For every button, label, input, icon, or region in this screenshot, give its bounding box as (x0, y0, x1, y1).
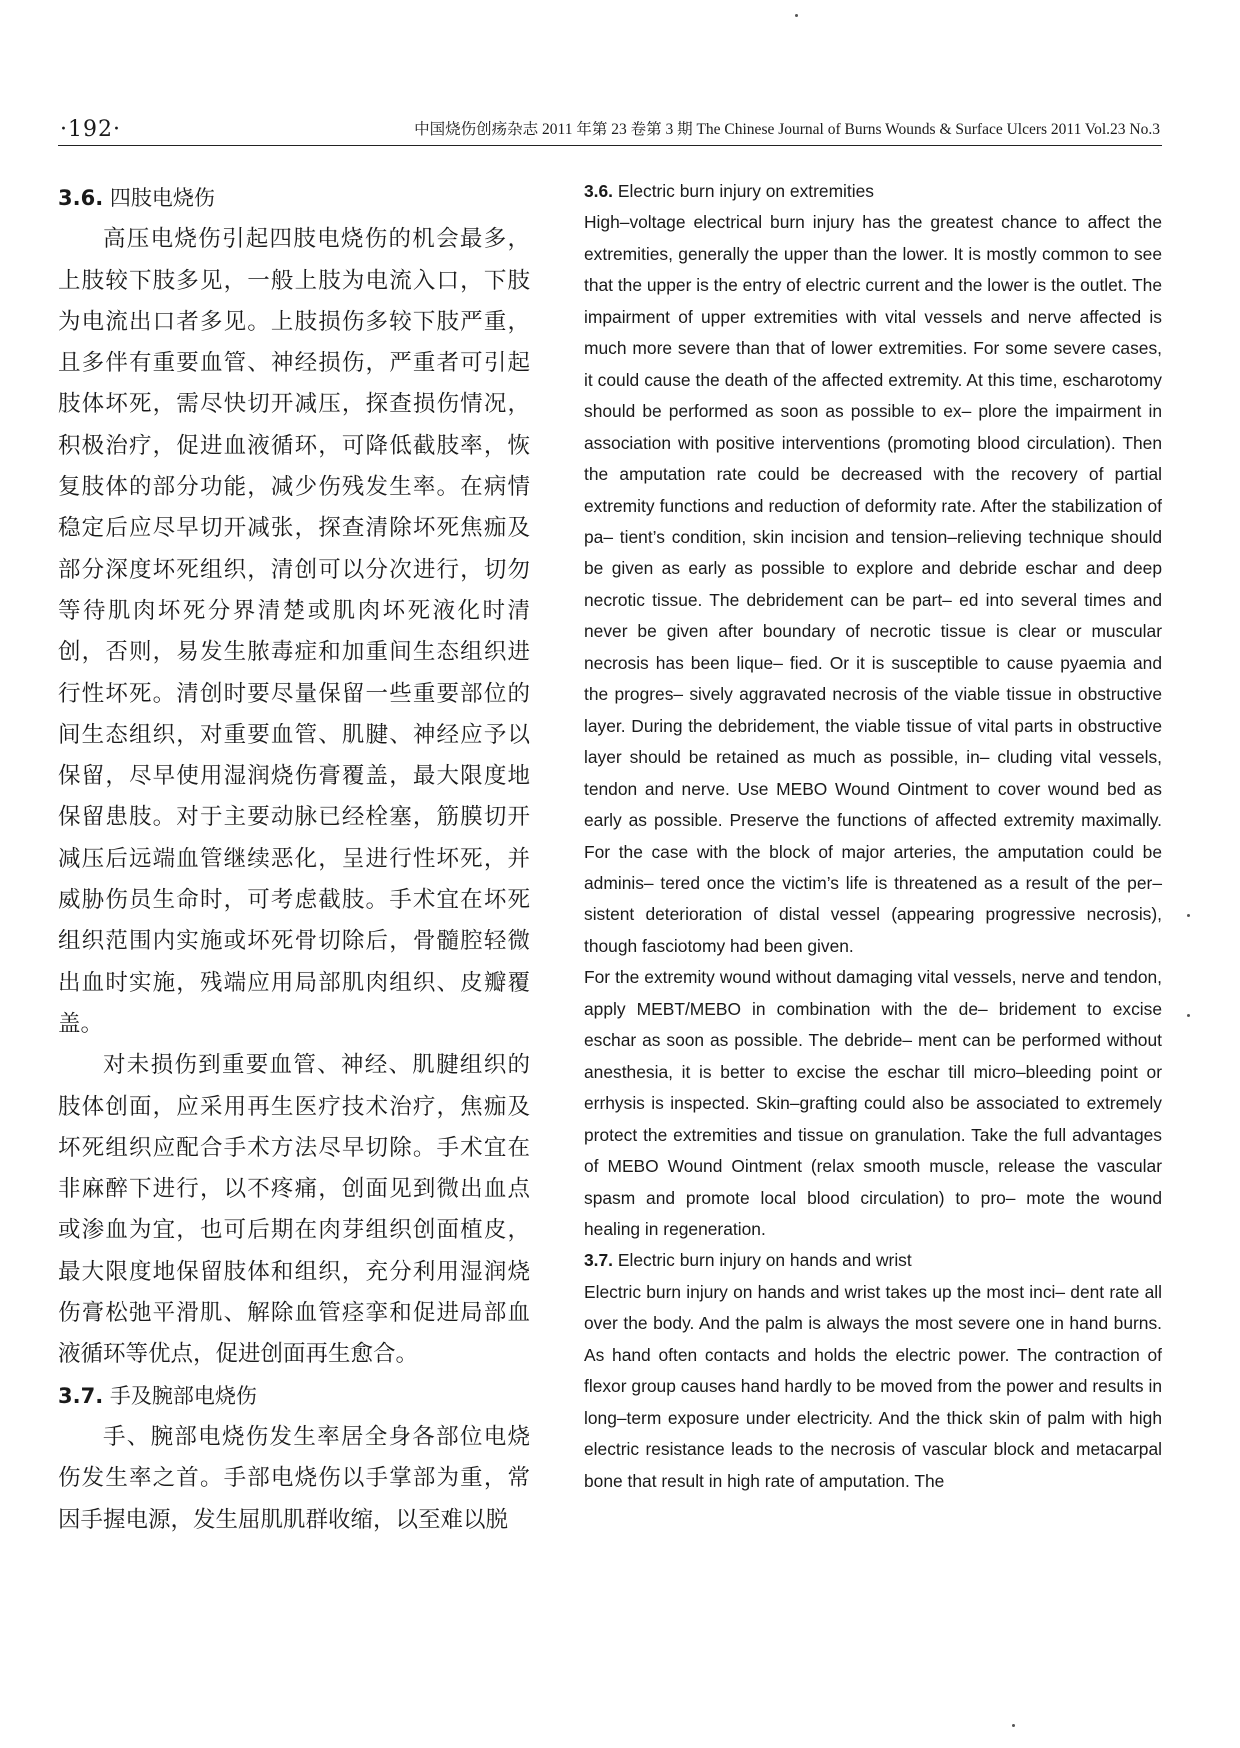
paragraph: 高压电烧伤引起四肢电烧伤的机会最多，上肢较下肢多见，一般上肢为电流入口，下肢为电流出口者多见。上肢损伤多较下肢严重，且多伴有重要血管、神经损伤，严重者可引起肢体坏死，需尽快切开减压，探查损伤情况，积极治疗，促进血液循环，可降低截肢率，恢复肢体的部分功能，减少伤残发生率。在病情稳定后应尽早切开减张，探查清除坏死焦痂及部分深度坏死组织，清创可以分次进行，切勿等待肌肉坏死分界清楚或肌肉坏死液化时清创，否则，易发生脓毒症和加重间生态组织进行性坏死。清创时要尽量保留一些重要部位的间生态组织，对重要血管、肌腱、神经应予以保留，尽早使用湿润烧伤膏覆盖，最大限度地保留患肢。对于主要动脉已经栓塞，筋膜切开减压后远端血管继续恶化，呈进行性坏死，并威胁伤员生命时，可考虑截肢。手术宜在坏死组织范围内实施或坏死骨切除后，骨髓腔轻微出血时实施，残端应用局部肌肉组织、皮瓣覆盖。 (58, 226, 530, 1037)
section-heading-3-6-cn (58, 178, 530, 219)
section-number: 3.7. (584, 1250, 614, 1271)
paragraph: 手、腕部电烧伤发生率居全身各部位电烧伤发生率之首。手部电烧伤以手掌部为重，常因手握电源，发生屈肌肌群收缩，以至难以脱 (58, 1423, 530, 1533)
chinese-column (58, 178, 530, 1541)
english-column (584, 176, 1162, 1497)
section-heading-3-7-cn (58, 1376, 530, 1417)
scan-speck (1012, 1724, 1015, 1727)
section-title: Electric burn injury on hands and wrist (617, 1250, 912, 1271)
scan-speck (1187, 1014, 1190, 1017)
paragraph: For the extremity wound without damaging vital vessels, nerve and tendon, apply MEBT/MEBO in combination with the de– bridement to excise eschar as soon as possible. The debride– ment can be performed without anesthesia, it is better to excise the eschar till micro–bleeding point or errhysis is inspected. Skin–grafting could also be associated to extremely protect the extremities and tissue on granulation. Take the full advantages of MEBO Wound Ointment (relax smooth muscle, release the vascular spasm and promote local blood circulation) to pro– mote the wound healing in regeneration. (584, 967, 1162, 1239)
page-number: ·192· (60, 117, 121, 142)
section-number: 3.6. (58, 186, 104, 210)
running-header: 中国烧伤创疡杂志 2011 年第 23 卷第 3 期 The Chinese Journal of Burns Wounds & Surface Ulcers 2011 Vol.23 No.3 (414, 121, 1160, 138)
scan-speck (1187, 914, 1190, 917)
section-title: Electric burn injury on extremities (617, 181, 874, 201)
section-title: 手及腕部电烧伤 (109, 1383, 257, 1408)
section-heading-3-7-en (584, 1245, 1162, 1276)
paragraph: Electric burn injury on hands and wrist takes up the most inci– dent rate all over the body. And the palm is always the most severe one in hand burns. As hand often contacts and holds the electric power. The contraction of flexor group causes hand hardly to be moved from the power and results in long–term exposure under electricity. And the thick skin of palm with high electric resistance leads to the necrosis of vascular block and metacarpal bone that result in high rate of amputation. The (584, 1281, 1162, 1491)
header-rule (58, 145, 1162, 146)
section-heading-3-6-en (584, 176, 1162, 207)
section-number: 3.6. (584, 181, 614, 201)
paragraph: 对未损伤到重要血管、神经、肌腱组织的肢体创面，应采用再生医疗技术治疗，焦痂及坏死组织应配合手术方法尽早切除。手术宜在非麻醉下进行，以不疼痛，创面见到微出血点或渗血为宜，也可后期在肉芽组织创面植皮，最大限度地保留肢体和组织，充分利用湿润烧伤膏松弛平滑肌、解除血管痉挛和促进局部血液循环等优点，促进创面再生愈合。 (58, 1052, 530, 1368)
section-title: 四肢电烧伤 (109, 186, 215, 210)
paragraph: High–voltage electrical burn injury has the greatest chance to affect the extremities, generally the upper than the lower. It is mostly common to see that the upper is the entry of electric current and the lower is the outlet. The impairment of upper extremities with vital vessels and nerve affected is much more severe than that of lower extremities. For some severe cases, it could cause the death of the affected extremity. At this time, escharotomy should be performed as soon as possible to ex– plore the impairment in association with positive interventions (promoting blood circulation). Then the amputation rate could be decreased with the recovery of partial extremity functions and reduction of deformity rate. After the stabilization of pa– tient’s condition, skin incision and tension–relieving technique should be given as early as possible to explore and debride eschar and deep necrotic tissue. The debridement can be part– ed into several times and never be given after boundary of necrotic tissue is clear or muscular necrosis has been lique– fied. Or it is susceptible to cause pyaemia and the progres– sively aggravated necrosis of the viable tissue in obstructive layer. During the debridement, the viable tissue of vital parts in obstructive layer should be retained as much as possible, in– cluding vital vessels, tendon and nerve. Use MEBO Wound Ointment to cover wound bed as early as possible. Preserve the functions of affected extremity maximally. For the case with the block of major arteries, the amputation could be adminis– tered once the victim’s life is threatened as a result of the per– sistent deterioration of distal vessel (appearing progressive necrosis), though fasciotomy had been given. (584, 212, 1162, 956)
scan-speck (795, 14, 798, 17)
section-number: 3.7. (58, 1383, 104, 1408)
